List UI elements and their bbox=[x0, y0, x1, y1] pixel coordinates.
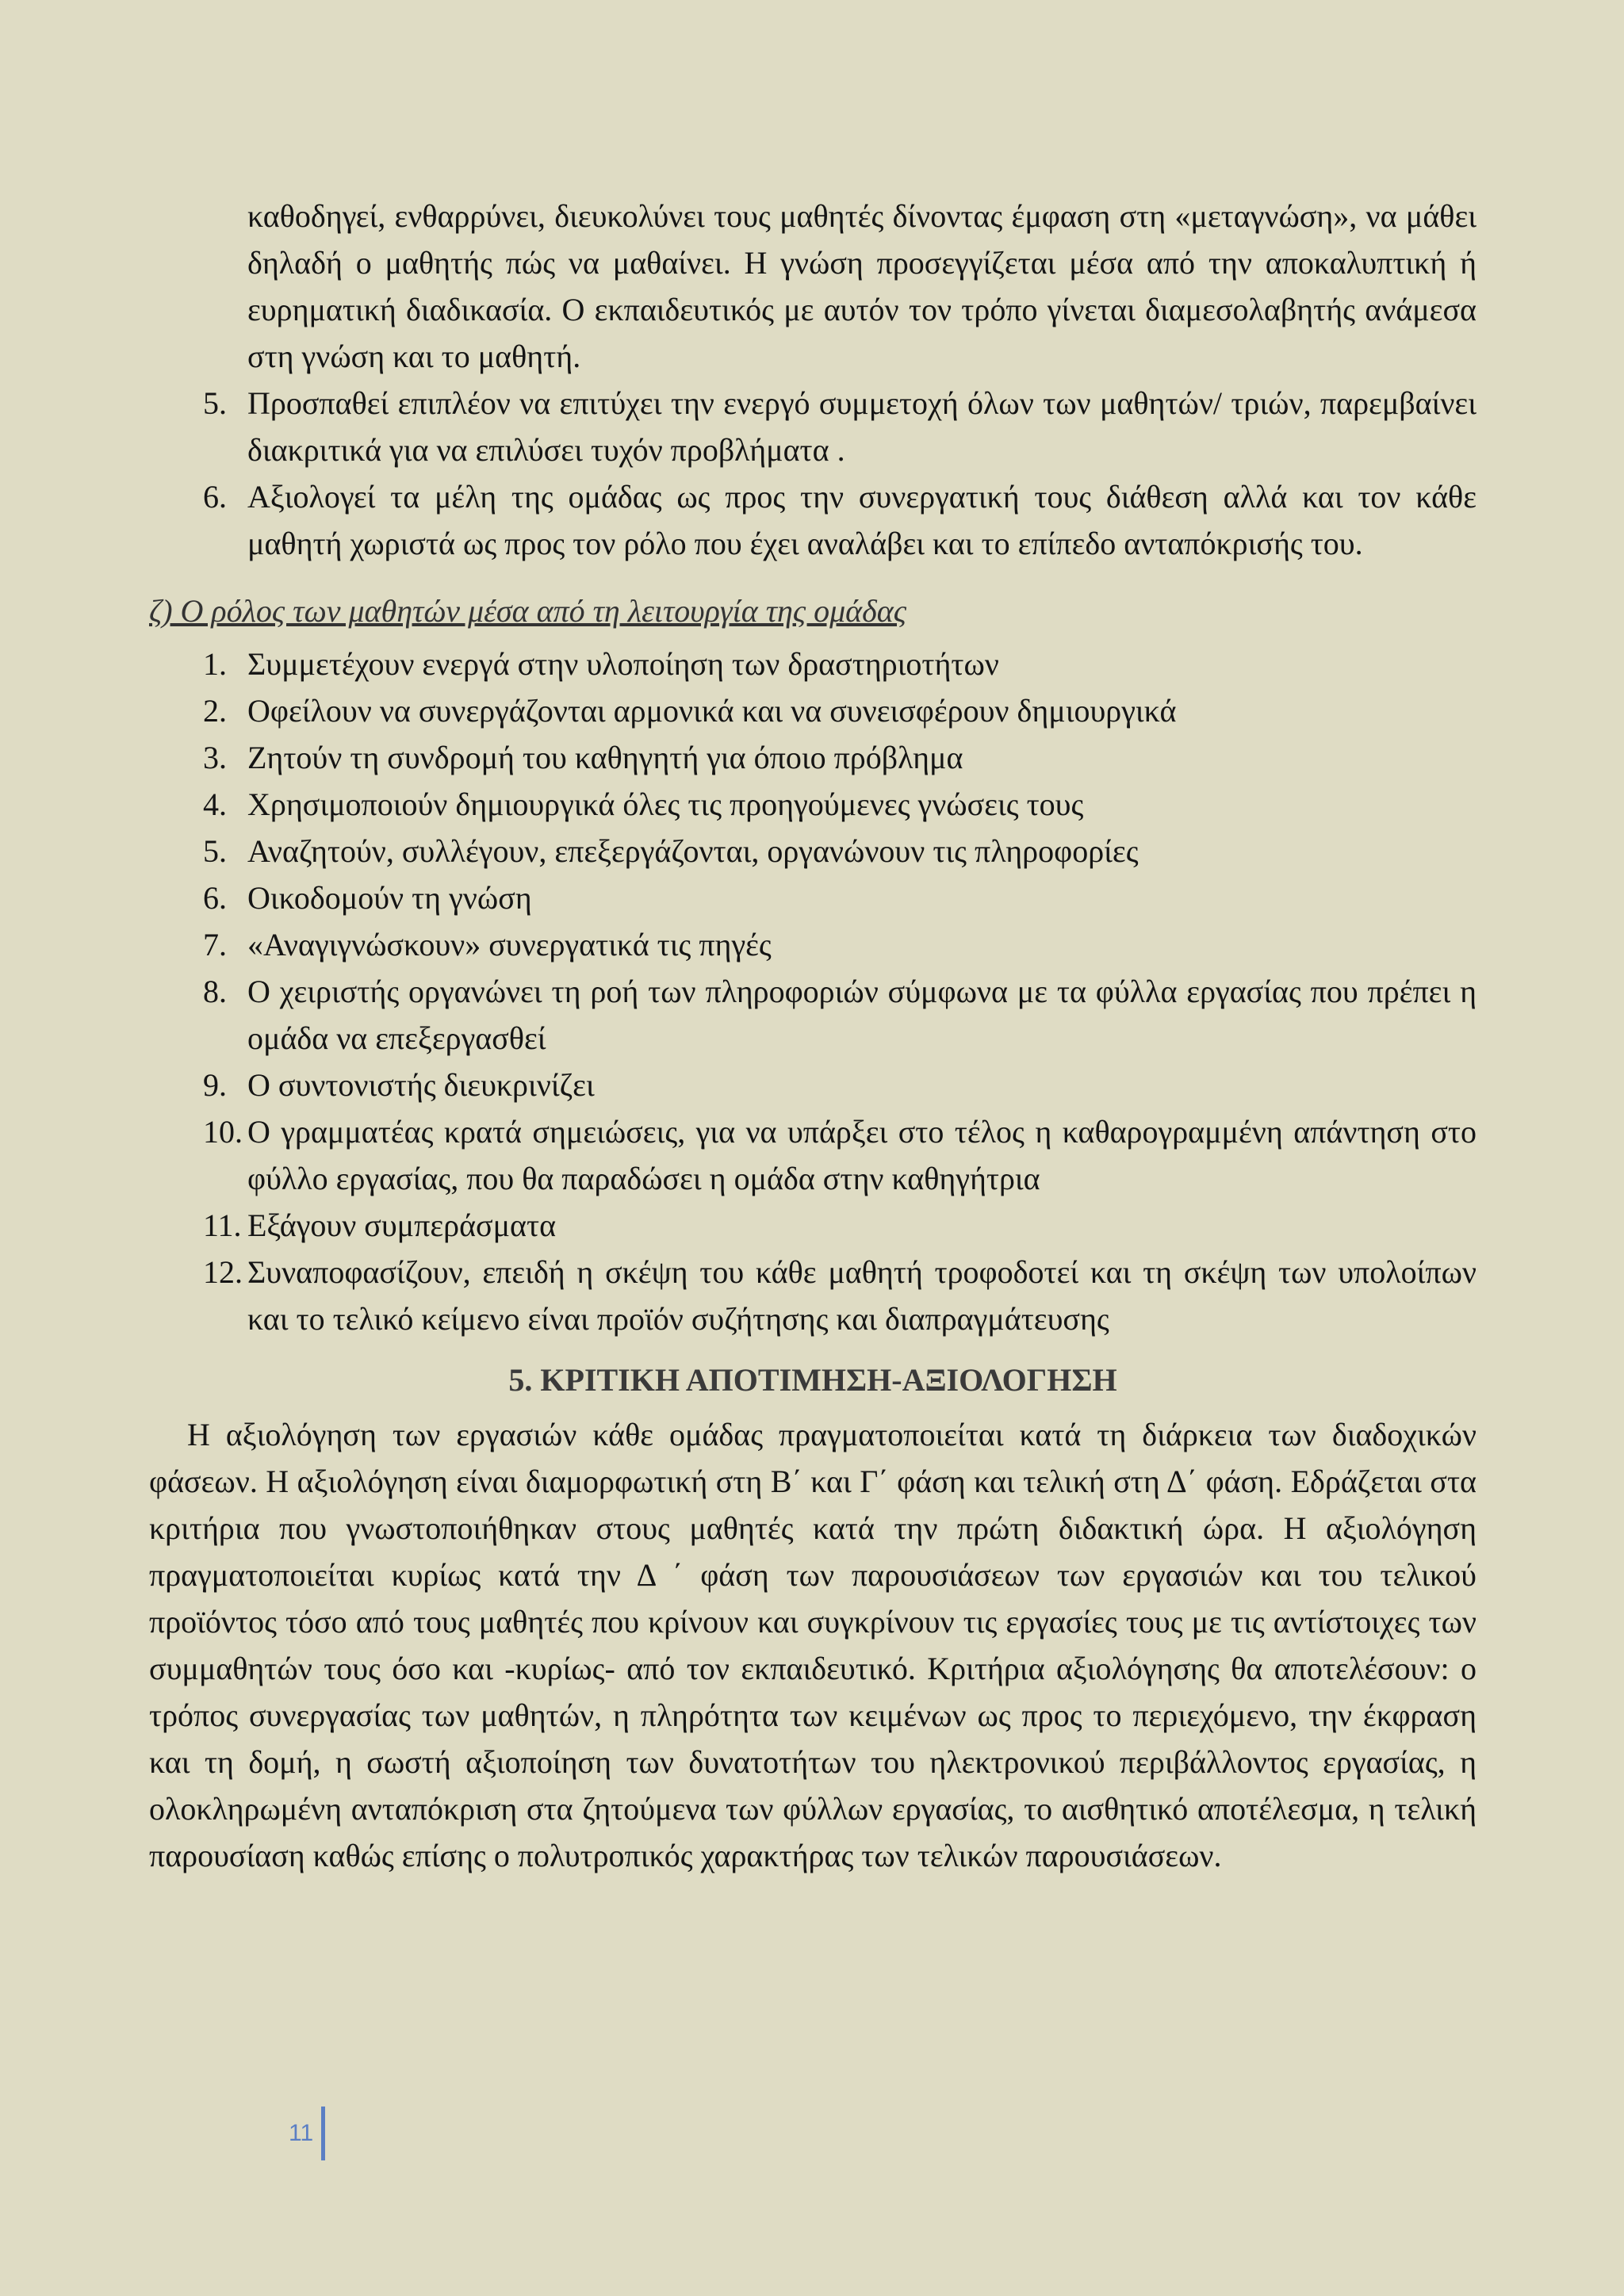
list-item-text: Συναποφασίζουν, επειδή η σκέψη του κάθε μαθητή τροφοδοτεί και τη σκέψη των υπολοίπων και το τελικό κείμενο είναι προϊόν συζήτησης και διαπραγμάτευσης bbox=[247, 1254, 1477, 1337]
list-item bbox=[149, 874, 1477, 921]
page-footer bbox=[289, 2107, 325, 2160]
subsection-heading: ζ) Ο ρόλος των μαθητών μέσα από τη λειτουργία της ομάδας bbox=[149, 593, 906, 629]
list-item bbox=[149, 921, 1477, 968]
list-item-number: 2. bbox=[203, 693, 227, 729]
list-item-number: 3. bbox=[203, 740, 227, 775]
page-number: 11 bbox=[289, 2120, 314, 2146]
list-item-number: 6. bbox=[203, 479, 227, 515]
list-item bbox=[149, 734, 1477, 781]
list-item bbox=[149, 1062, 1477, 1108]
list-item bbox=[149, 380, 1477, 473]
list-item bbox=[149, 1108, 1477, 1202]
list-item bbox=[149, 781, 1477, 828]
list-item-number: 12. bbox=[203, 1254, 243, 1290]
list-item-text: Εξάγουν συμπεράσματα bbox=[247, 1207, 557, 1243]
list-item bbox=[149, 641, 1477, 687]
list-item-text: Ο γραμματέας κρατά σημειώσεις, για να υπάρξει στο τέλος η καθαρογραμμένη απάντηση στο φύλλο εργασίας, που θα παραδώσει η ομάδα στην καθηγήτρια bbox=[247, 1114, 1477, 1196]
list-item-number: 5. bbox=[203, 385, 227, 421]
list-item bbox=[149, 1202, 1477, 1249]
list-item-number: 6. bbox=[203, 880, 227, 916]
list-item-text: Οικοδομούν τη γνώση bbox=[247, 880, 532, 916]
list-item-number: 7. bbox=[203, 927, 227, 962]
list-item-number: 4. bbox=[203, 786, 227, 822]
list-item bbox=[149, 1249, 1477, 1342]
list-item-text: Συμμετέχουν ενεργά στην υλοποίηση των δραστηριοτήτων bbox=[247, 646, 999, 682]
page-number-bar bbox=[321, 2107, 325, 2160]
body-paragraph: Η αξιολόγηση των εργασιών κάθε ομάδας πραγματοποιείται κατά τη διάρκεια των διαδοχικών φάσεων. Η αξιολόγηση είναι διαμορφωτική στη Β΄ και Γ΄ φάση και τελική στη Δ΄ φάση. Εδράζεται στα κριτήρια που γνωστοποιήθηκαν στους μαθητές κατά την πρώτη διδακτική ώρα. Η αξιολόγηση πραγματοποιείται κυρίως κατά την Δ ΄ φάση των παρουσιάσεων των εργασιών και του τελικού προϊόντος τόσο από τους μαθητές που κρίνουν και συγκρίνουν τις εργασίες τους με τις αντίστοιχες των συμμαθητών τους όσο και -κυρίως- από τον εκπαιδευτικό. Κριτήρια αξιολόγησης θα αποτελέσουν: ο τρόπος συνεργασίας των μαθητών, η πληρότητα των κειμένων ως προς το περιεχόμενο, την έκφραση και τη δομή, η σωστή αξιοποίηση των δυνατοτήτων του ηλεκτρονικού περιβάλλοντος εργασίας, η ολοκληρωμένη ανταπόκριση στα ζητούμενα των φύλλων εργασίας, το αισθητικό αποτέλεσμα, η τελική παρουσίαση καθώς επίσης ο πολυτροπικός χαρακτήρας των τελικών παρουσιάσεων. bbox=[149, 1417, 1477, 1873]
list-item-number: 1. bbox=[203, 646, 227, 682]
list-item-number: 9. bbox=[203, 1067, 227, 1103]
list-item-number: 5. bbox=[203, 833, 227, 869]
list-item-text: «Αναγιγνώσκουν» συνεργατικά τις πηγές bbox=[247, 927, 772, 962]
list-item bbox=[149, 828, 1477, 874]
list-item bbox=[149, 687, 1477, 734]
student-role-list bbox=[149, 641, 1477, 1342]
list-item-continuation: καθοδηγεί, ενθαρρύνει, διευκολύνει τους μαθητές δίνοντας έμφαση στη «μεταγνώση», να μάθει δηλαδή ο μαθητής πώς να μαθαίνει. Η γνώση προσεγγίζεται μέσα από την αποκαλυπτική ή ευρηματική διαδικασία. Ο εκπαιδευτικός με αυτόν τον τρόπο γίνεται διαμεσολαβητής ανάμεσα στη γνώση και το μαθητή. bbox=[247, 198, 1477, 374]
list-item-text: Ο συντονιστής διευκρινίζει bbox=[247, 1067, 595, 1103]
list-item-text: Χρησιμοποιούν δημιουργικά όλες τις προηγούμενες γνώσεις τους bbox=[247, 786, 1084, 822]
list-item-text: Αναζητούν, συλλέγουν, επεξεργάζονται, οργανώνουν τις πληροφορίες bbox=[247, 833, 1139, 869]
list-item bbox=[149, 968, 1477, 1062]
section-title: 5. ΚΡΙΤΙΚΗ ΑΠΟΤΙΜΗΣΗ-ΑΞΙΟΛΟΓΗΣΗ bbox=[508, 1362, 1117, 1398]
teacher-role-list bbox=[149, 380, 1477, 567]
list-item-text: Προσπαθεί επιπλέον να επιτύχει την ενεργό συμμετοχή όλων των μαθητών/ τριών, παρεμβαίνει διακριτικά για να επιλύσει τυχόν προβλήματα . bbox=[247, 385, 1477, 468]
list-item bbox=[149, 473, 1477, 567]
page-content bbox=[149, 193, 1477, 1879]
list-item-number: 10. bbox=[203, 1114, 243, 1150]
list-item-text: Ζητούν τη συνδρομή του καθηγητή για όποιο πρόβλημα bbox=[247, 740, 963, 775]
list-item-text: Αξιολογεί τα μέλη της ομάδας ως προς την συνεργατική τους διάθεση αλλά και τον κάθε μαθητή χωριστά ως προς τον ρόλο που έχει αναλάβει και το επίπεδο ανταπόκρισής του. bbox=[247, 479, 1477, 561]
list-item-number: 11. bbox=[203, 1207, 242, 1243]
list-item-number: 8. bbox=[203, 974, 227, 1009]
list-item-text: Οφείλουν να συνεργάζονται αρμονικά και να συνεισφέρουν δημιουργικά bbox=[247, 693, 1177, 729]
list-item-text: Ο χειριστής οργανώνει τη ροή των πληροφοριών σύμφωνα με τα φύλλα εργασίας που πρέπει η ομάδα να επεξεργασθεί bbox=[247, 974, 1477, 1056]
